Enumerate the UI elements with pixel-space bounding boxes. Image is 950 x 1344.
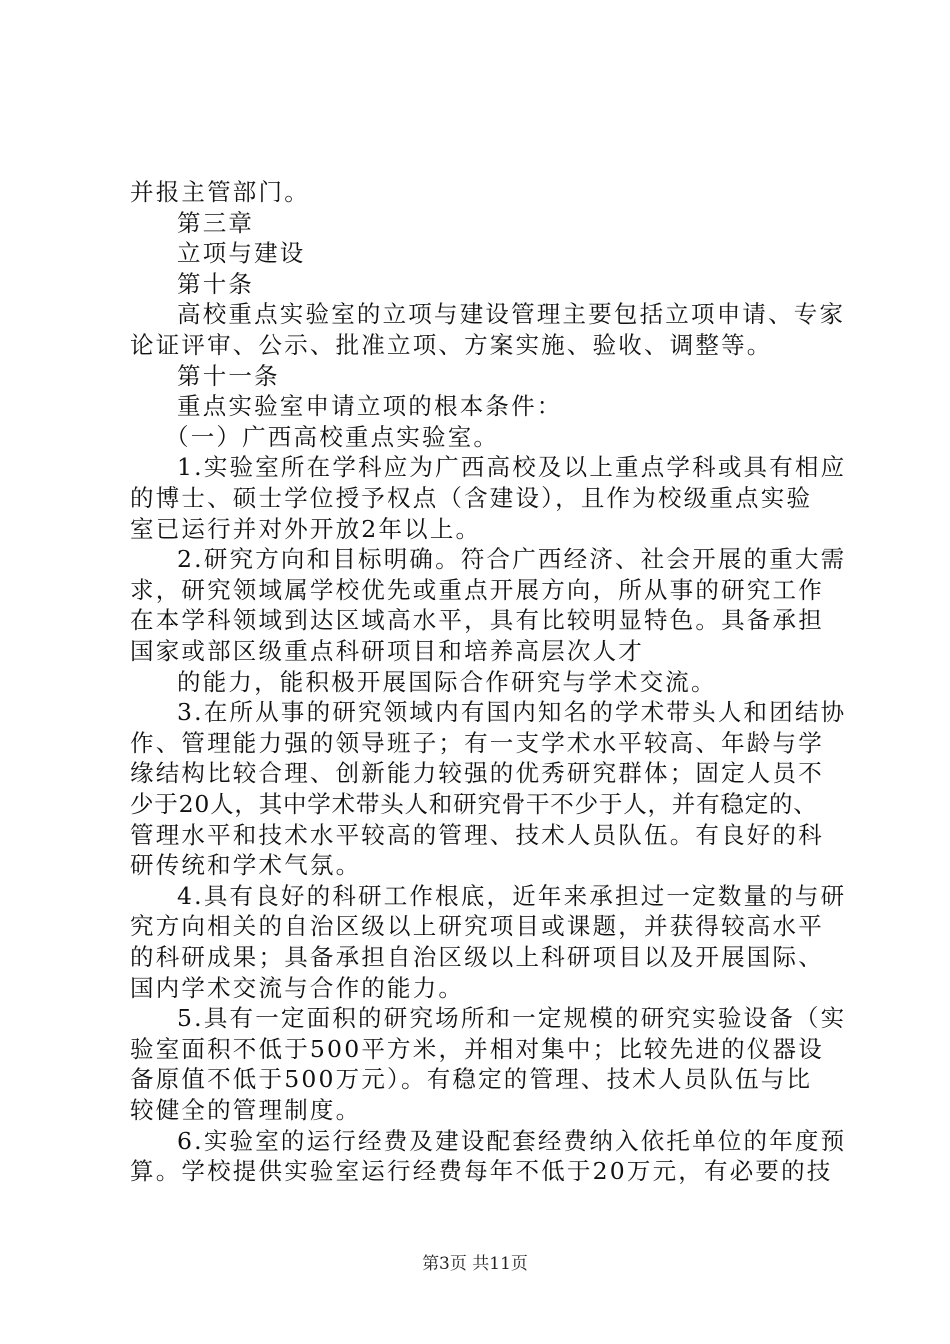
text-line: 验室面积不低于500平方米，并相对集中；比较先进的仪器设 bbox=[130, 1034, 824, 1063]
text-line: 研传统和学术气氛。 bbox=[130, 851, 362, 880]
text-line: 论证评审、公示、批准立项、方案实施、验收、调整等。 bbox=[130, 331, 773, 359]
text-line: 少于20人，其中学术带头人和研究骨干不少于人，并有稳定的、 bbox=[130, 790, 818, 818]
text-line: 的博士、硕士学位授予权点（含建设），且作为校级重点实验 bbox=[130, 484, 813, 512]
text-line: 3.在所从事的研究领域内有国内知名的学术带头人和团结协 bbox=[177, 698, 847, 727]
text-line: 4.具有良好的科研工作根底，近年来承担过一定数量的与研 bbox=[177, 881, 847, 910]
text-line: 缘结构比较合理、创新能力较强的优秀研究群体；固定人员不 bbox=[130, 759, 824, 788]
text-line: 的能力，能积极开展国际合作研究与学术交流。 bbox=[177, 667, 717, 696]
text-line: 高校重点实验室的立项与建设管理主要包括立项申请、专家 bbox=[177, 300, 846, 329]
text-line: 算。学校提供实验室运行经费每年不低于20万元，有必要的技 bbox=[130, 1157, 833, 1186]
text-line: 2.研究方向和目标明确。符合广西经济、社会开展的重大需 bbox=[177, 545, 847, 574]
text-line: 管理水平和技术水平较高的管理、技术人员队伍。有良好的科 bbox=[130, 820, 824, 849]
article-heading: 第十条 bbox=[177, 269, 255, 298]
text-line: 作、管理能力强的领导班子；有一支学术水平较高、年龄与学 bbox=[130, 728, 824, 757]
text-line: 在本学科领域到达区域高水平，具有比较明显特色。具备承担 bbox=[130, 606, 824, 635]
text-line: 求，研究领域属学校优先或重点开展方向，所从事的研究工作 bbox=[130, 575, 824, 604]
chapter-title: 立项与建设 bbox=[177, 239, 306, 268]
text-line: 1.实验室所在学科应为广西高校及以上重点学科或具有相应 bbox=[177, 453, 847, 482]
section-heading: （一）广西高校重点实验室。 bbox=[165, 422, 500, 451]
text-line: 究方向相关的自治区级以上研究项目或课题，并获得较高水平 bbox=[130, 912, 824, 941]
text-line: 并报主管部门。 bbox=[130, 178, 310, 206]
text-line: 的科研成果；具备承担自治区级以上科研项目以及开展国际、 bbox=[130, 943, 824, 971]
text-line: 6.实验室的运行经费及建设配套经费纳入依托单位的年度预 bbox=[177, 1126, 847, 1155]
text-line: 国家或部区级重点科研项目和培养高层次人才 bbox=[130, 637, 644, 665]
text-line: 5.具有一定面积的研究场所和一定规模的研究实验设备（实 bbox=[177, 1004, 847, 1033]
text-line: 室已运行并对外开放2年以上。 bbox=[130, 514, 482, 543]
text-line: 重点实验室申请立项的根本条件： bbox=[177, 392, 563, 421]
text-line: 较健全的管理制度。 bbox=[130, 1096, 362, 1124]
text-line: 备原值不低于500万元）。有稳定的管理、技术人员队伍与比 bbox=[130, 1065, 813, 1094]
chapter-heading: 第三章 bbox=[177, 208, 255, 237]
page-footer: 第3页 共11页 bbox=[422, 1254, 528, 1274]
text-line: 国内学术交流与合作的能力。 bbox=[130, 973, 465, 1002]
article-heading: 第十一条 bbox=[177, 361, 280, 390]
